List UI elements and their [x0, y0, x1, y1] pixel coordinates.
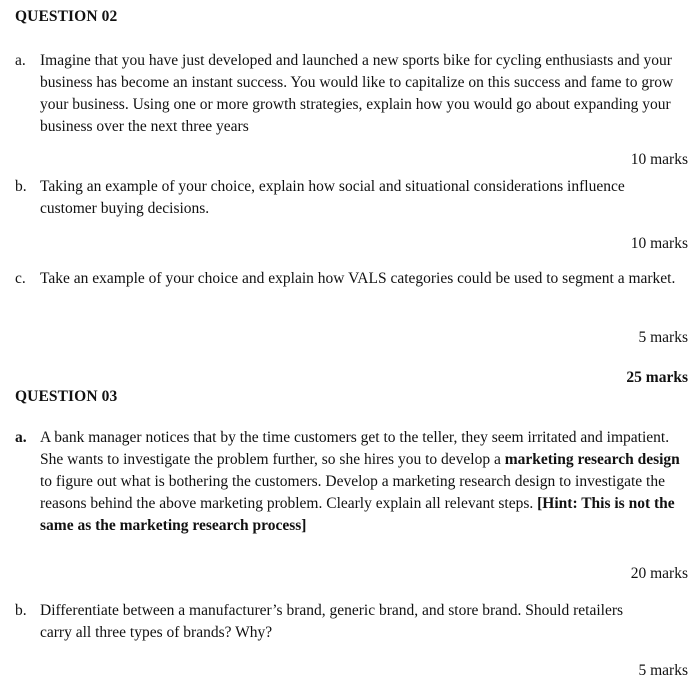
question-03-part-b-marks: 5 marks [638, 662, 688, 679]
question-03-part-a [15, 427, 690, 537]
question-02-heading: QUESTION 02 [15, 8, 118, 25]
part-letter: a. [15, 429, 27, 446]
part-letter: a. [15, 52, 26, 69]
question-03-heading: QUESTION 03 [15, 388, 118, 405]
question-03-part-b [15, 600, 690, 644]
part-text: Imagine that you have just developed and launched a new sports bike for cycling enthusiasts and your business has become an instant success. You would like to capitalize on this success and fame to grow your business. Using one or more growth strategies, explain how you would go about expanding your business over the next three years [40, 52, 674, 135]
question-02-part-b [15, 176, 690, 220]
question-02-part-a-marks: 10 marks [630, 151, 688, 168]
question-02-part-c-marks: 5 marks [638, 329, 688, 346]
question-02-part-a [15, 50, 690, 138]
part-letter: c. [15, 270, 26, 287]
question-03-part-a-marks: 20 marks [630, 565, 688, 582]
part-text-2: to figure out what is bothering the customers. Develop a marketing research design to investigate the reasons behind the above marketing problem. Clearly explain all relevant steps. [40, 473, 665, 512]
question-02-total-marks: 25 marks [626, 369, 688, 386]
part-text-bold-1: marketing research design [504, 451, 680, 468]
part-text: Differentiate between a manufacturer’s brand, generic brand, and store brand. Should retailers carry all three types of brands? Why? [40, 602, 624, 641]
part-letter: b. [15, 602, 27, 619]
part-letter: b. [15, 178, 27, 195]
part-text-hint: [Hint: This is not the same as the marketing research process] [40, 495, 675, 534]
part-text [40, 427, 690, 537]
question-02-part-b-marks: 10 marks [630, 235, 688, 252]
part-text: Taking an example of your choice, explain how social and situational considerations influence customer buying decisions. [40, 178, 625, 217]
part-text-1: A bank manager notices that by the time customers get to the teller, they seem irritated and impatient. She wants to investigate the problem further, so she hires you to develop a [40, 429, 670, 468]
part-text: Take an example of your choice and explain how VALS categories could be used to segment a market. [40, 270, 676, 287]
question-02-part-c [15, 268, 690, 290]
